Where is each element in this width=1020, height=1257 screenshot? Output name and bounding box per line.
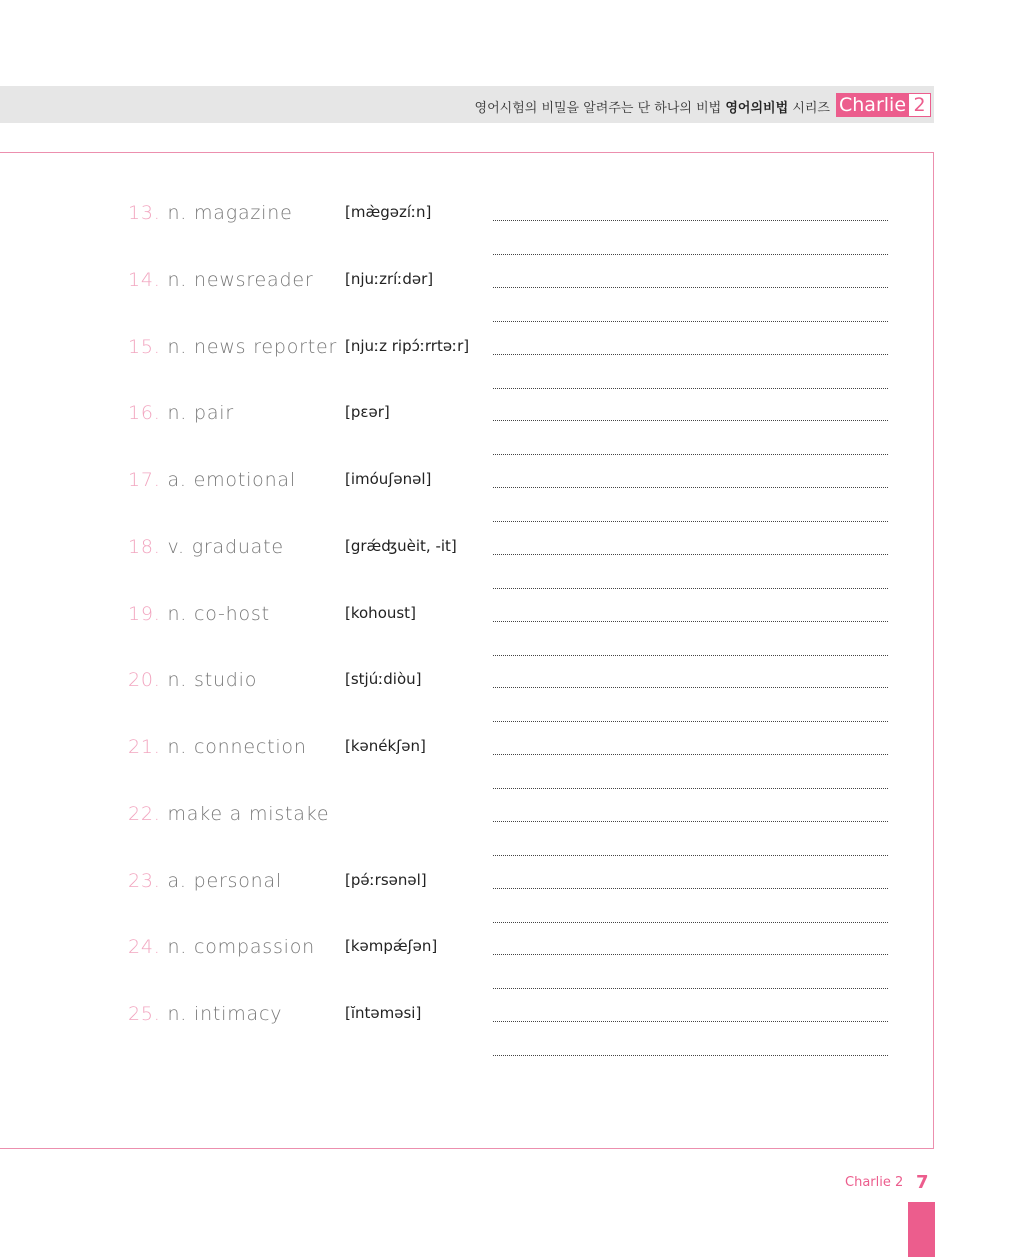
- writing-line[interactable]: [493, 721, 888, 722]
- vocab-row: [0, 669, 1020, 736]
- vocab-number: 24.: [128, 936, 161, 959]
- writing-line[interactable]: [493, 388, 888, 389]
- writing-line[interactable]: [493, 554, 888, 555]
- brand-name: Charlie: [836, 93, 909, 117]
- writing-line[interactable]: [493, 855, 888, 856]
- vocab-pronunciation: [njuːzríːdər]: [345, 269, 434, 288]
- writing-line[interactable]: [493, 454, 888, 455]
- vocab-row: [0, 936, 1020, 1003]
- vocab-number: 23.: [128, 869, 161, 892]
- writing-line[interactable]: [493, 220, 888, 221]
- series-title: [475, 97, 830, 116]
- vocab-number: 22.: [128, 802, 161, 825]
- vocab-word: n. intimacy: [167, 1003, 283, 1025]
- vocab-pronunciation: [kəmpǽʃən]: [345, 937, 438, 956]
- vocab-word: n. magazine: [167, 202, 293, 224]
- writing-line[interactable]: [493, 354, 888, 355]
- vocab-term: [128, 669, 257, 691]
- vocab-word: n. studio: [167, 669, 258, 692]
- vocab-term: [128, 269, 313, 291]
- vocab-number: 21.: [128, 736, 161, 758]
- vocab-word: v. graduate: [167, 535, 284, 558]
- vocab-pronunciation: [ĭntəməsi]: [345, 1004, 422, 1022]
- vocab-term: [128, 603, 270, 625]
- vocab-term: [128, 202, 293, 224]
- vocab-pronunciation: [pə́ːrsənəl]: [345, 870, 427, 889]
- vocab-word: make a mistake: [167, 802, 330, 825]
- vocab-pronunciation: [grǽʤuèit, -it]: [345, 536, 457, 555]
- vocab-number: 14.: [128, 268, 161, 291]
- writing-line[interactable]: [493, 754, 888, 755]
- footer-label: Charlie 2: [845, 1175, 904, 1190]
- writing-line[interactable]: [493, 922, 888, 923]
- vocab-pronunciation: [mæ̀gəzíːn]: [345, 203, 432, 221]
- vocab-term: [128, 402, 234, 424]
- writing-line[interactable]: [493, 988, 888, 989]
- writing-line[interactable]: [493, 254, 888, 255]
- vocab-pronunciation: [kənékʃən]: [345, 737, 426, 755]
- vocab-number: 20.: [128, 669, 161, 692]
- vocab-pronunciation: [kohoust]: [345, 603, 416, 622]
- vocab-term: [128, 870, 282, 892]
- vocab-row: [0, 870, 1020, 937]
- vocab-word: n. news reporter: [167, 335, 338, 358]
- vocab-pronunciation: [pɛər]: [345, 403, 390, 422]
- vocab-term: [128, 803, 329, 825]
- writing-line[interactable]: [493, 788, 888, 789]
- vocab-row: [0, 536, 1020, 603]
- brand-number: 2: [909, 93, 931, 117]
- page-tab: [908, 1202, 935, 1257]
- writing-line[interactable]: [493, 621, 888, 622]
- series-prefix: 영어시험의 비밀을 알려주는 단 하나의 비법: [474, 101, 722, 116]
- series-name: 영어의비법: [725, 101, 789, 116]
- vocab-number: 17.: [128, 469, 161, 491]
- vocab-number: 16.: [128, 402, 161, 425]
- writing-line[interactable]: [493, 1021, 888, 1022]
- vocab-row: [0, 469, 1020, 536]
- writing-line[interactable]: [493, 487, 888, 488]
- writing-line[interactable]: [493, 954, 888, 955]
- vocab-word: a. personal: [167, 869, 283, 892]
- vocab-word: n. connection: [167, 736, 307, 758]
- vocab-row: [0, 269, 1020, 336]
- writing-line[interactable]: [493, 687, 888, 688]
- vocab-number: 13.: [128, 202, 161, 224]
- page-number: 7: [916, 1172, 929, 1193]
- writing-line[interactable]: [493, 888, 888, 889]
- vocab-number: 19.: [128, 602, 161, 625]
- vocab-word: n. newsreader: [167, 268, 314, 291]
- series-suffix: 시리즈: [792, 101, 830, 116]
- vocab-row: [0, 1003, 1020, 1070]
- brand-badge: [836, 93, 931, 117]
- vocab-pronunciation: [stjúːdiòu]: [345, 670, 422, 689]
- vocab-number: 25.: [128, 1003, 161, 1025]
- writing-line[interactable]: [493, 1055, 888, 1056]
- writing-line[interactable]: [493, 420, 888, 421]
- vocab-word: n. compassion: [167, 936, 316, 959]
- vocab-term: [128, 1003, 282, 1025]
- vocab-pronunciation: [njuːz ripɔ́ːrrtəːr]: [345, 336, 470, 355]
- vocab-row: [0, 803, 1020, 870]
- vocab-row: [0, 336, 1020, 403]
- vocab-term: [128, 736, 307, 758]
- writing-line[interactable]: [493, 321, 888, 322]
- vocab-term: [128, 936, 315, 958]
- vocab-row: [0, 736, 1020, 803]
- vocab-row: [0, 402, 1020, 469]
- writing-line[interactable]: [493, 588, 888, 589]
- vocab-pronunciation: [imóuʃənəl]: [345, 470, 432, 488]
- vocab-row: [0, 603, 1020, 670]
- vocab-term: [128, 536, 284, 558]
- writing-line[interactable]: [493, 821, 888, 822]
- vocab-term: [128, 336, 337, 358]
- vocab-word: n. pair: [167, 402, 234, 425]
- writing-line[interactable]: [493, 287, 888, 288]
- writing-line[interactable]: [493, 655, 888, 656]
- vocab-term: [128, 469, 296, 491]
- writing-line[interactable]: [493, 521, 888, 522]
- vocab-row: [0, 202, 1020, 269]
- vocab-number: 15.: [128, 335, 161, 358]
- vocab-word: n. co-host: [167, 602, 270, 625]
- vocab-number: 18.: [128, 535, 161, 558]
- vocab-word: a. emotional: [167, 469, 296, 491]
